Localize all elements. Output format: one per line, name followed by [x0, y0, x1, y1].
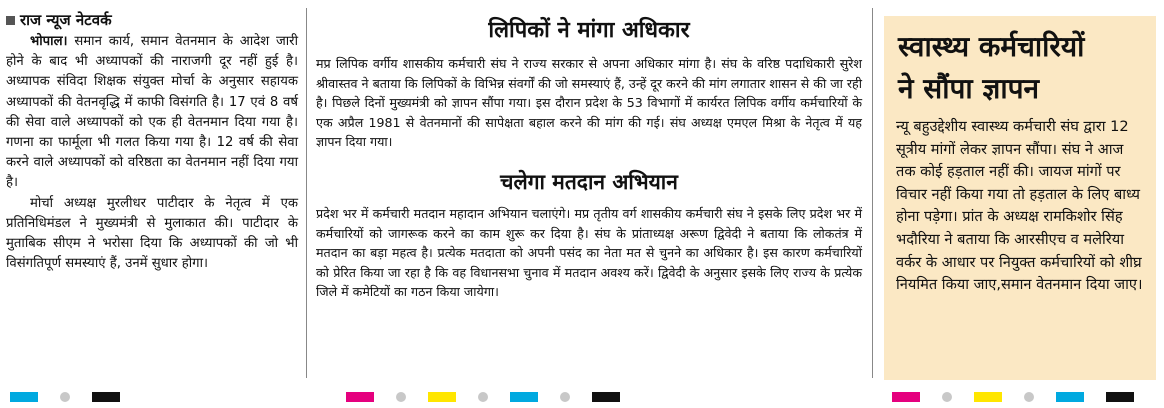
- story-voting-campaign: प्रदेश भर में कर्मचारी मतदान महादान अभियान चलाएंगे। मप्र तृतीय वर्ग शासकीय कर्मचारी संघ ने इसके लिए प्रदेश भर में कर्मचारियों को जागरूक करने का काम शुरू कर दिया है। संघ के प्रांताध्यक्ष अरूण द्विवेदी ने बताया कि लोकतंत्र में मतदान का बड़ा महत्व है। प्रत्येक मतदाता को अपनी पसंद का नेता मत से चुनने का अधिकार है। इस कारण कर्मचारियों को प्रेरित किया जा रहा है कि वह विधानसभा चुनाव में मतदान अवश्य करें। द्विवेदी के अनुसार इसके लिए राज्य के प्रत्येक जिले में कमेटियों का गठन किया जायेगा।: [316, 205, 862, 300]
- black-mark: [592, 392, 620, 402]
- byline-square-icon: [6, 16, 15, 25]
- byline-text: राज न्यूज नेटवर्क: [20, 11, 112, 29]
- cyan-mark: [1056, 392, 1084, 402]
- box-headline-line-1: स्वास्थ्य कर्मचारियों: [898, 30, 1085, 63]
- story-clerks-rights: मप्र लिपिक वर्गीय शासकीय कर्मचारी संघ ने राज्य सरकार से अपना अधिकार मांगा है। संघ के वरिष्ठ पदाधिकारी सुरेश श्रीवास्तव ने बताया कि लिपिकों के विभिन्न संवर्गों की जो समस्याएं हैं, उन्हें दूर करने की मांग लगातार शासन से की जा रही है। पिछले दिनों मुख्यमंत्री को ज्ञापन सौंपा गया। इस दौरान प्रदेश के 53 विभागों में कार्यरत लिपिक वर्गीय कर्मचारियों के एक अप्रैल 1981 से वेतनमानों की सापेक्षता बहाल करने की मांग की गई। संघ अध्यक्ष एमएल मिश्रा के नेतृत्व में यह ज्ञापन दिया गया।: [316, 56, 862, 150]
- headline-clerks-rights: लिपिकों ने मांगा अधिकार: [488, 18, 690, 43]
- box-story: न्यू बहुउद्देशीय स्वास्थ्य कर्मचारी संघ द्वारा 12 सूत्रीय मांगों लेकर ज्ञापन सौंपा। संघ ने आज तक कोई हड़ताल नहीं की। जायज मांगों पर विचार नहीं किया गया तो हड़ताल के लिए बाध्य होना पड़ेगा। प्रांत के अध्यक्ष रामकिशोर सिंह भदौरिया ने बताया कि आरसीएच व मलेरिया वर्कर के आधार पर नियुक्त कर्मचारियों को शीघ्र नियमित किया जाए,समान वेतनमान दिया जाए।: [896, 118, 1143, 294]
- byline: [6, 10, 298, 30]
- gray-dot-mark: [396, 392, 406, 402]
- magenta-mark: [346, 392, 374, 402]
- gray-dot-mark: [942, 392, 952, 402]
- gray-dot-mark: [60, 392, 70, 402]
- gray-dot-mark: [560, 392, 570, 402]
- article-paragraph-1: [6, 32, 298, 194]
- black-mark: [92, 392, 120, 402]
- black-mark: [1106, 392, 1134, 402]
- paragraph-1-text: समान कार्य, समान वेतनमान के आदेश जारी होने के बाद भी अध्यापकों की नाराजगी दूर नहीं हुई है। अध्यापक संविदा शिक्षक संयुक्त मोर्चा के अनुसार सहायक अध्यापकों की वेतनवृद्धि में काफी विसंगति है। 17 एवं 8 वर्ष की सेवा वाले अध्यापकों को एक ही वेतनमान दिया गया है। गणना का फार्मूला भी गलत किया गया है। 12 वर्ष की सेवा करने वाले अध्यापकों को वरिष्ठता का वेतनमान नहीं दिया गया है।: [6, 34, 298, 191]
- registration-marks-right: [892, 392, 1156, 402]
- gray-dot-mark: [1024, 392, 1034, 402]
- gray-dot-mark: [478, 392, 488, 402]
- headline-voting-campaign: चलेगा मतदान अभियान: [500, 169, 678, 194]
- column-divider: [872, 8, 873, 378]
- dateline: भोपाल।: [30, 34, 68, 49]
- left-column-article: [6, 0, 298, 274]
- cyan-mark: [510, 392, 538, 402]
- registration-marks-left: [10, 392, 142, 402]
- middle-column: [316, 0, 862, 302]
- column-divider: [306, 8, 307, 378]
- cyan-mark: [10, 392, 38, 402]
- box-headline-line-2: ने सौंपा ज्ञापन: [898, 72, 1040, 105]
- box-headline: [898, 26, 1146, 110]
- yellow-mark: [974, 392, 1002, 402]
- health-workers-box: [884, 16, 1156, 380]
- yellow-mark: [428, 392, 456, 402]
- article-paragraph-2: मोर्चा अध्यक्ष मुरलीधर पाटीदार के नेतृत्व में एक प्रतिनिधिमंडल ने मुख्यमंत्री से मुलाकात की। पाटीदार के मुताबिक सीएम ने भरोसा दिया कि अध्यापकों की जो भी विसंगतिपूर्ण समस्याएं हैं, उनमें सुधार होगा।: [6, 195, 298, 272]
- magenta-mark: [892, 392, 920, 402]
- registration-marks-middle: [346, 392, 642, 402]
